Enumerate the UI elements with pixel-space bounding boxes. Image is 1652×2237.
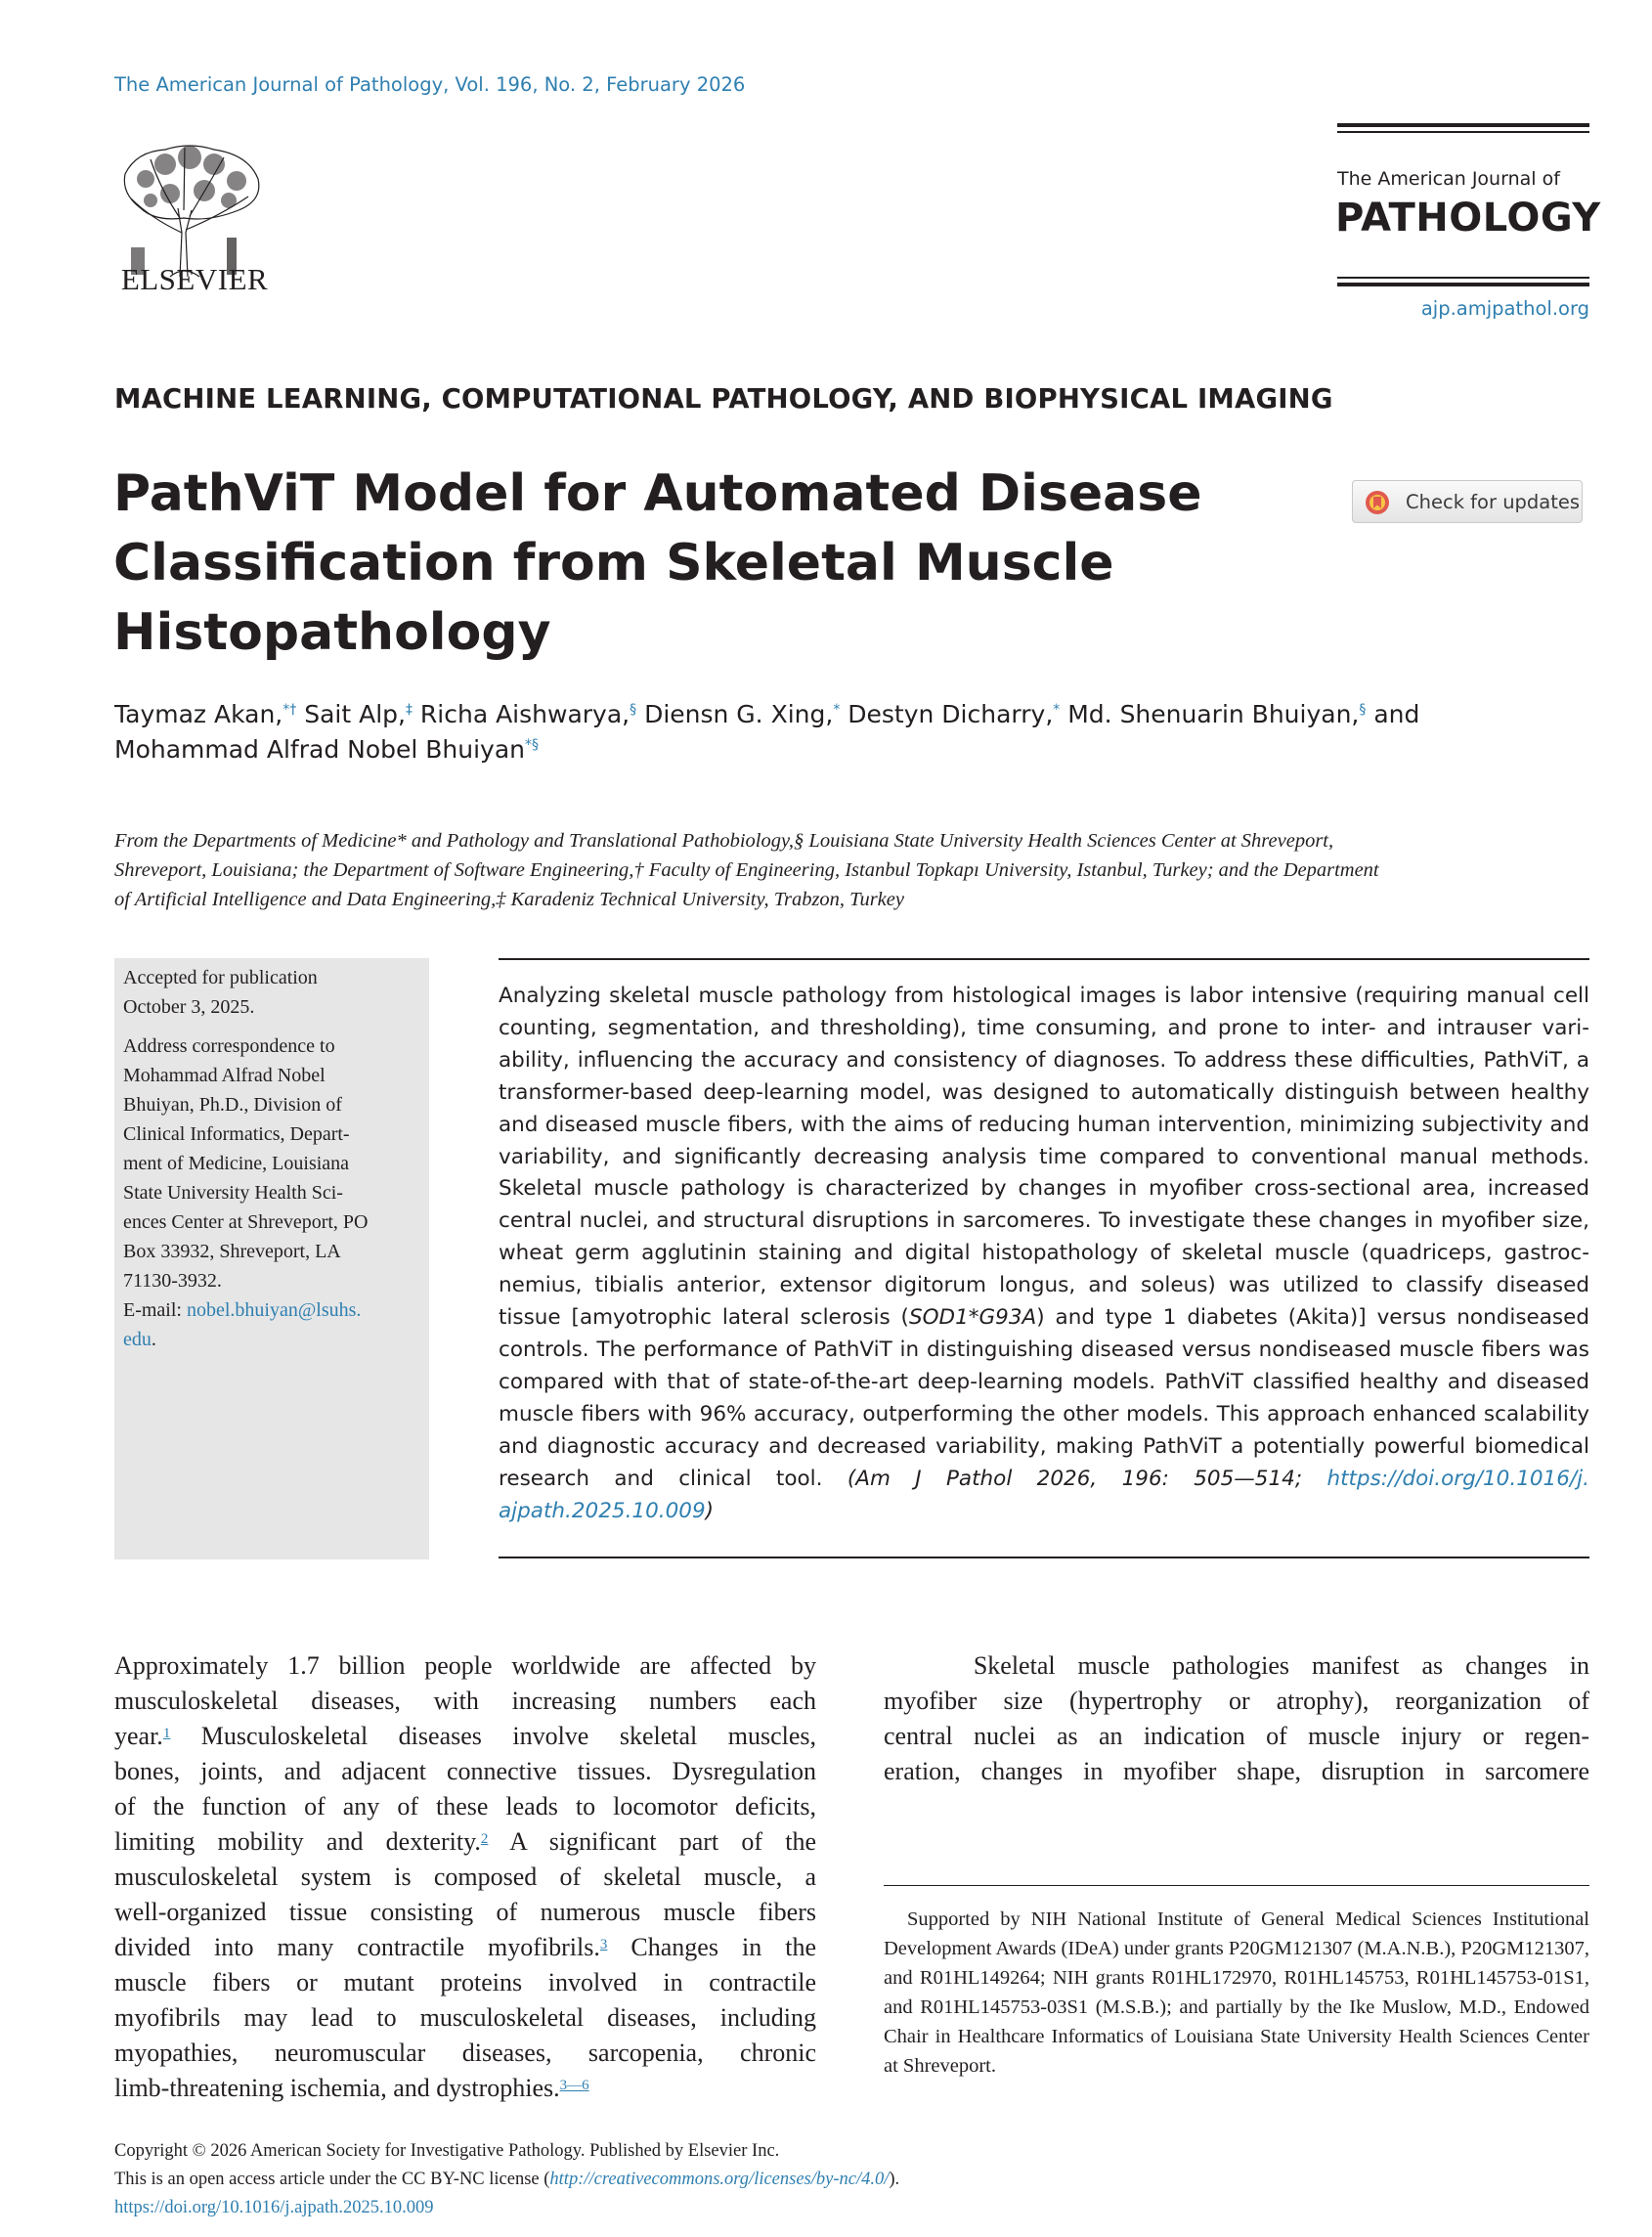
email-prefix: E-mail: [123, 1299, 187, 1321]
masthead-bottom-rule-thick [1337, 283, 1589, 286]
body-line: musculoskeletal system is composed of skeletal muscle, a [114, 1863, 816, 1891]
address-line: Mohammad Alfrad Nobel [123, 1065, 326, 1086]
abstract-line: transformer-based deep-learning model, was designed to automatically distinguish between healthy [499, 1079, 1589, 1105]
address-line: ences Center at Shreveport, PO [123, 1211, 369, 1233]
body-line: central nuclei as an indication of muscle injury or regen- [884, 1722, 1589, 1750]
affiliation-line: of Artificial Intelligence and Data Engineering,‡ Karadeniz Technical University, Trabzon, Turkey [114, 889, 904, 910]
bookmark-badge-icon [1365, 490, 1390, 515]
abstract-line: and diseased muscle fibers, with the aims of reducing human intervention, minimizing subjectivity and [499, 1112, 1589, 1137]
affiliations [114, 826, 1590, 914]
license-link[interactable]: http://creativecommons.org/licenses/by-nc/4.0/ [549, 2170, 890, 2189]
abstract-line [499, 1464, 1589, 1496]
abstract-line [499, 1302, 1589, 1335]
author-name: Diensn G. Xing, [644, 700, 834, 728]
author-name: Destyn Dicharry, [848, 700, 1054, 728]
body-line [114, 1719, 816, 1754]
body-line: of the function of any of these leads to locomotor deficits, [114, 1792, 816, 1820]
copyright-block [114, 2137, 1190, 2222]
abstract-line: variability, and significantly decreasing analysis time compared to conventional manual methods. [499, 1144, 1589, 1169]
license-text: This is an open access article under the CC BY-NC license ( [114, 2170, 550, 2189]
abstract-line: and diagnostic accuracy and decreased variability, making PathViT a potentially powerful biomedical [499, 1433, 1589, 1459]
author-list [114, 697, 1590, 768]
body-line: Approximately 1.7 billion people worldwide are affected by [114, 1651, 816, 1680]
body-line: eration, changes in myofiber shape, disruption in sarcomere [884, 1757, 1589, 1785]
author-line [114, 697, 1590, 732]
abstract [499, 981, 1589, 1527]
author-marks[interactable]: * [833, 702, 841, 718]
body-line: myofibrils may lead to musculoskeletal diseases, including [114, 2003, 816, 2032]
title-line: Classification from Skeletal Muscle [113, 534, 1114, 592]
author-marks[interactable]: § [630, 702, 637, 718]
address-line: Box 33932, Shreveport, LA [123, 1241, 341, 1262]
author-marks[interactable]: *† [283, 702, 297, 718]
section-label: MACHINE LEARNING, COMPUTATIONAL PATHOLOGY, AND BIOPHYSICAL IMAGING [114, 383, 1333, 415]
title-line: Histopathology [113, 603, 551, 662]
masthead-small-title: The American Journal of [1337, 168, 1560, 190]
body-column-right [884, 1648, 1589, 1789]
body-text: Musculoskeletal diseases involve skeletal muscles, [170, 1722, 816, 1750]
abstract-line [499, 1496, 1589, 1528]
article-title [113, 460, 1286, 668]
body-line: bones, joints, and adjacent connective tissues. Dysregulation [114, 1757, 816, 1785]
author-name: Richa Aishwarya, [419, 700, 630, 728]
body-line [114, 1930, 816, 1965]
abstract-citation-close: ) [705, 1498, 715, 1523]
email-line [123, 1295, 421, 1325]
abstract-line: Analyzing skeletal muscle pathology from histological images is labor intensive (requiring manual cell [499, 984, 1589, 1008]
reference-link[interactable]: 2 [480, 1831, 489, 1847]
abstract-line: muscle fibers with 96% accuracy, outperforming the other models. This approach enhanced scalability [499, 1401, 1589, 1426]
email-line [123, 1325, 421, 1354]
email-link-continued[interactable]: edu [123, 1329, 152, 1350]
sidebar-spacer [123, 1022, 421, 1031]
author-marks[interactable]: * [1053, 702, 1061, 718]
abstract-text: research and clinical tool. [499, 1466, 823, 1491]
body-text: limb-threatening ischemia, and dystrophies. [114, 2074, 560, 2102]
address-line: ment of Medicine, Louisiana [123, 1153, 350, 1174]
body-line: musculoskeletal diseases, with increasing numbers each [114, 1687, 816, 1715]
masthead-journal-name: PATHOLOGY [1335, 196, 1601, 241]
reference-link[interactable]: 1 [162, 1726, 171, 1741]
article-info-sidebar [114, 958, 429, 1559]
body-line: myopathies, neuromuscular diseases, sarcopenia, chronic [114, 2039, 816, 2067]
body-text: divided into many contractile myofibrils. [114, 1933, 600, 1961]
journal-citation-line: The American Journal of Pathology, Vol. 196, No. 2, February 2026 [114, 73, 746, 96]
address-line: 71130-3932. [123, 1270, 222, 1292]
affiliation-line: From the Departments of Medicine* and Pathology and Translational Pathobiology,§ Louisiana State University Health Sciences Center at Shreveport, [114, 830, 1334, 852]
abstract-line: controls. The performance of PathViT in distinguishing diseased versus nondiseased muscle fibers was [499, 1337, 1589, 1362]
abstract-line: counting, segmentation, and thresholding), time consuming, and prone to inter- and intrauser vari- [499, 1015, 1589, 1040]
address-line: Address correspondence to [123, 1035, 335, 1057]
affiliation-line: Shreveport, Louisiana; the Department of Software Engineering,† Faculty of Engineering, Istanbul Topkapı University, Istanbul, Turkey; and the Department [114, 859, 1379, 881]
address-line: State University Health Sci- [123, 1182, 343, 1204]
title-line: PathViT Model for Automated Disease [113, 464, 1202, 523]
abstract-line: ability, influencing the accuracy and consistency of diagnoses. To address these difficulties, PathViT, a [499, 1047, 1589, 1073]
funding-footnote: Supported by NIH National Institute of General Medical Sciences Institutional Development Awards (IDeA) under grants P20GM121307 (M.A.N.B.), P20GM121307, and R01HL149264; NIH grants R01HL172970, R01HL145753, R01HL145753-01S1, and R01HL145753-03S1 (M.S.B.); and partially by the Ike Muslow, M.D., Endowed Chair in Healthcare Informatics of Louisiana State University Health Sciences Center at Shreveport. [884, 1908, 1589, 2077]
check-for-updates-button[interactable] [1352, 480, 1583, 523]
author-name: Taymaz Akan, [114, 700, 283, 728]
abstract-line: nemius, tibialis anterior, extensor digitorum longus, and soleus) was utilized to classify diseased [499, 1273, 1589, 1298]
license-text: ). [889, 2170, 900, 2189]
author-conjunction: and [1373, 700, 1420, 728]
sidebar-text [123, 963, 421, 1354]
abstract-text: tissue [amyotrophic lateral sclerosis ( [499, 1305, 909, 1331]
masthead-top-rule-thin [1337, 131, 1589, 133]
body-text: limiting mobility and dexterity. [114, 1827, 481, 1856]
email-suffix: . [151, 1329, 156, 1350]
author-name: Mohammad Alfrad Nobel Bhuiyan [114, 735, 526, 764]
doi-link[interactable]: https://doi.org/10.1016/j. [1326, 1466, 1589, 1491]
check-for-updates-label: Check for updates [1406, 491, 1581, 513]
author-line [114, 732, 1590, 768]
email-link[interactable]: nobel.bhuiyan@lsuhs. [186, 1299, 362, 1321]
address-line: Bhuiyan, Ph.D., Division of [123, 1094, 342, 1116]
license-line [114, 2166, 1190, 2194]
accepted-line: Accepted for publication [123, 967, 318, 988]
body-line [114, 2071, 816, 2106]
abstract-bottom-rule [499, 1557, 1589, 1558]
publisher-wordmark: ELSEVIER [120, 262, 269, 296]
author-marks[interactable]: ‡ [405, 702, 413, 718]
masthead-top-rule-thick [1337, 123, 1589, 127]
reference-link[interactable]: 3 [599, 1937, 608, 1952]
body-line [114, 1824, 816, 1860]
article-doi-link[interactable]: https://doi.org/10.1016/j.ajpath.2025.10.009 [114, 2198, 434, 2217]
abstract-line: wheat germ agglutinin staining and digital histopathology of skeletal muscle (quadriceps, gastroc- [499, 1241, 1589, 1266]
body-text: A significant part of the [488, 1827, 816, 1856]
abstract-line: central nuclei, and structural disruptions in sarcomeres. To investigate these changes in myofiber size, [499, 1208, 1589, 1234]
abstract-line: compared with that of state-of-the-art deep-learning models. PathViT classified healthy and diseased [499, 1369, 1589, 1394]
abstract-top-rule [499, 958, 1589, 960]
body-line: muscle fibers or mutant proteins involved in contractile [114, 1968, 816, 1996]
accepted-line: October 3, 2025. [123, 996, 255, 1018]
body-line: well-organized tissue consisting of numerous muscle fibers [114, 1898, 816, 1926]
footnote-rule [884, 1885, 1589, 1886]
author-name: Sait Alp, [304, 700, 406, 728]
abstract-line: Skeletal muscle pathology is characterized by changes in myofiber cross-sectional area, increased [499, 1176, 1589, 1202]
abstract-text: ) and type 1 diabetes (Akita)] versus nondiseased [1036, 1305, 1590, 1331]
address-line: Clinical Informatics, Depart- [123, 1123, 350, 1145]
reference-link[interactable]: 3—6 [559, 2078, 589, 2093]
journal-website-link[interactable]: ajp.amjpathol.org [1420, 297, 1589, 320]
body-column-left [114, 1648, 816, 2106]
author-name: Md. Shenuarin Bhuiyan, [1067, 700, 1360, 728]
abstract-citation: (Am J Pathol 2026, 196: 505—514; [847, 1466, 1303, 1491]
author-marks[interactable]: *§ [525, 737, 540, 753]
body-text: year. [114, 1722, 163, 1750]
copyright-line: Copyright © 2026 American Society for Investigative Pathology. Published by Elsevier Inc. [114, 2141, 780, 2161]
body-line: myofiber size (hypertrophy or atrophy), reorganization of [884, 1687, 1589, 1715]
body-line: Skeletal muscle pathologies manifest as changes in [884, 1651, 1589, 1680]
doi-link-continued[interactable]: ajpath.2025.10.009 [499, 1498, 706, 1523]
author-marks[interactable]: § [1359, 702, 1367, 718]
gene-name: SOD1*G93A [908, 1305, 1037, 1331]
masthead-bottom-rule-thin [1337, 277, 1589, 279]
body-text: Changes in the [607, 1933, 816, 1961]
